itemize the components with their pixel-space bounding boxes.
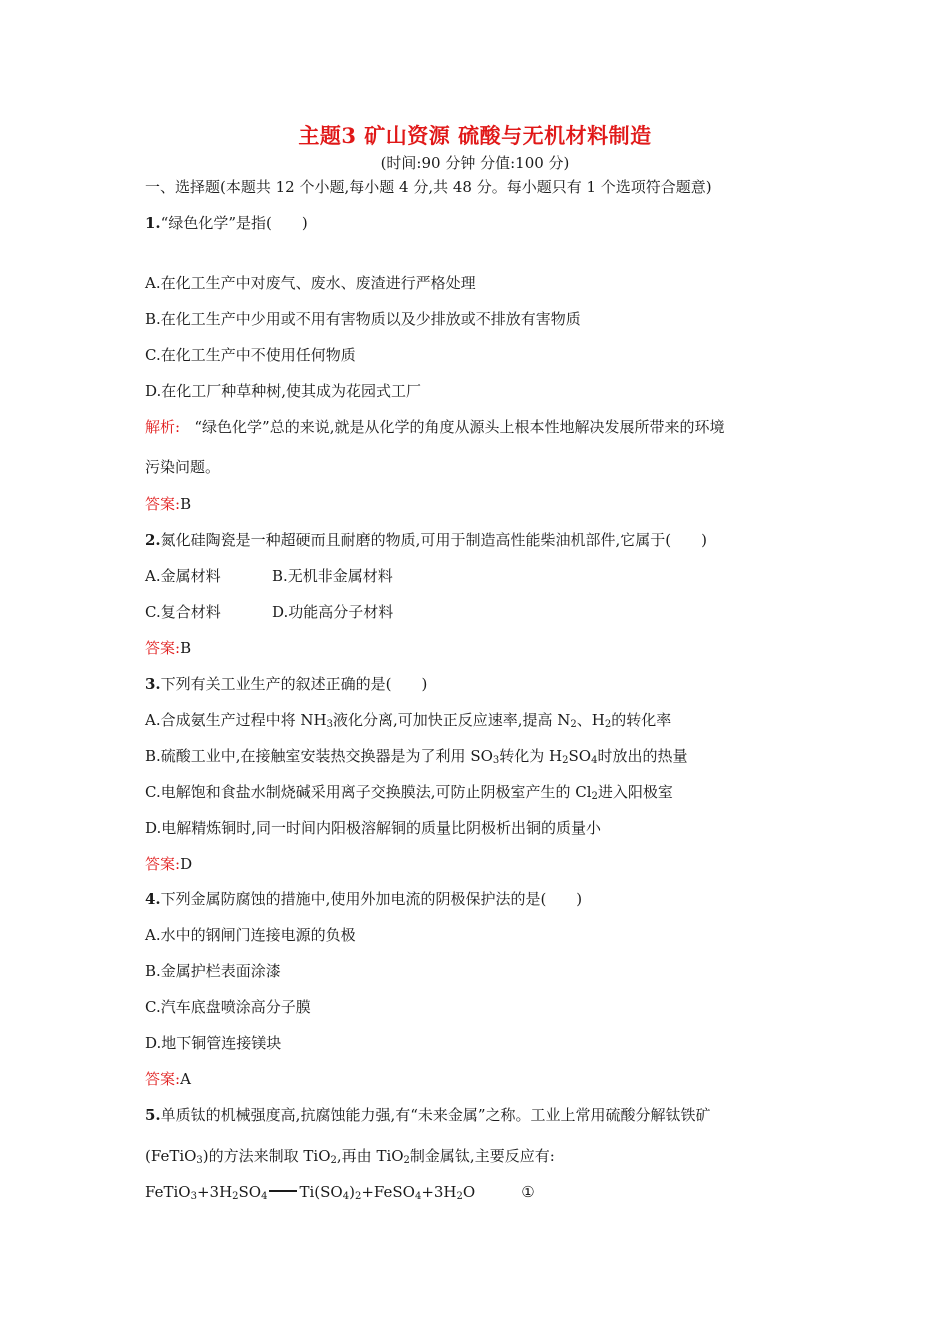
text-segment: 时放出的热量 xyxy=(597,747,688,765)
answer-value: D xyxy=(180,855,193,873)
answer-label: 答案: xyxy=(145,495,181,513)
answer-value: A xyxy=(180,1070,191,1088)
equals-sign xyxy=(269,1190,297,1192)
subscript: 2 xyxy=(562,755,569,766)
question-5-stem-cont xyxy=(145,1145,555,1167)
text-segment: ) xyxy=(349,1183,355,1201)
subscript: 3 xyxy=(190,1191,197,1202)
subscript: 2 xyxy=(570,719,577,730)
question-number: 4. xyxy=(145,890,161,908)
question-2-answer xyxy=(145,637,191,659)
text-segment: SO xyxy=(568,747,592,765)
text-segment: SO xyxy=(238,1183,262,1201)
subscript: 4 xyxy=(342,1191,350,1202)
reaction-equation-1 xyxy=(145,1181,535,1203)
question-1-option-b: B.在化工生产中少用或不用有害物质以及少排放或不排放有害物质 xyxy=(145,310,581,328)
subscript: 2 xyxy=(232,1191,239,1202)
answer-label: 答案: xyxy=(145,855,181,873)
question-4-option-a: A.水中的钢闸门连接电源的负极 xyxy=(145,926,356,944)
section-heading: 一、选择题(本题共 12 个小题,每小题 4 分,共 48 分。每小题只有 1 个选项符合题意) xyxy=(145,178,712,196)
question-3-option-d: D.电解精炼铜时,同一时间内阳极溶解铜的质量比阴极析出铜的质量小 xyxy=(145,819,602,837)
question-1-answer xyxy=(145,493,191,515)
question-text: 单质钛的机械强度高,抗腐蚀能力强,有“未来金属”之称。工业上常用硫酸分解钛铁矿 xyxy=(160,1106,711,1124)
question-3-option-a xyxy=(145,709,671,731)
question-number: 5. xyxy=(145,1106,161,1124)
question-2-stem xyxy=(145,529,707,551)
subscript: 2 xyxy=(354,1191,362,1202)
text-segment: 转化为 H xyxy=(499,747,563,765)
analysis-label: 解析: xyxy=(145,418,181,436)
text-segment: +FeSO xyxy=(361,1183,415,1201)
subscript: 2 xyxy=(604,719,612,730)
question-5-stem xyxy=(145,1104,711,1126)
subscript: 3 xyxy=(196,1155,203,1166)
subscript: 2 xyxy=(330,1155,337,1166)
text-segment: FeTiO xyxy=(145,1183,191,1201)
question-4-option-d: D.地下铜管连接镁块 xyxy=(145,1034,282,1052)
question-2-option-a: A.金属材料 xyxy=(145,567,221,585)
text-segment: 液化分离,可加快正反应速率,提高 N xyxy=(332,711,571,729)
question-1-option-c: C.在化工生产中不使用任何物质 xyxy=(145,346,356,364)
question-text: 氮化硅陶瓷是一种超硬而且耐磨的物质,可用于制造高性能柴油机部件,它属于( ) xyxy=(160,531,707,549)
subscript: 2 xyxy=(456,1191,463,1202)
text-segment: C.电解饱和食盐水制烧碱采用离子交换膜法,可防止阴极室产生的 Cl xyxy=(145,783,592,801)
text-segment: B.硫酸工业中,在接触室安装热交换器是为了利用 SO xyxy=(145,747,493,765)
question-4-option-c: C.汽车底盘喷涂高分子膜 xyxy=(145,998,311,1016)
subscript: 2 xyxy=(591,791,598,802)
question-2-option-d: D.功能高分子材料 xyxy=(272,603,394,621)
question-number: 1. xyxy=(145,214,161,232)
text-segment: 制金属钛,主要反应有: xyxy=(409,1147,555,1165)
text-segment: +3H xyxy=(421,1183,457,1201)
text-segment: 进入阳极室 xyxy=(597,783,673,801)
question-4-answer xyxy=(145,1068,191,1090)
text-segment: ,再由 TiO xyxy=(336,1147,404,1165)
question-2-option-c: C.复合材料 xyxy=(145,603,221,621)
text-segment: +3H xyxy=(196,1183,233,1201)
question-1-option-a: A.在化工生产中对废气、废水、废渣进行严格处理 xyxy=(145,274,476,292)
text-segment: Ti(SO xyxy=(299,1183,343,1201)
question-1-analysis-cont: 污染问题。 xyxy=(145,458,221,476)
equation-marker: ① xyxy=(521,1183,535,1201)
answer-label: 答案: xyxy=(145,1070,181,1088)
analysis-text: “绿色化学”总的来说,就是从化学的角度从源头上根本性地解决发展所带来的环境 xyxy=(194,418,725,436)
subscript: 3 xyxy=(492,755,500,766)
text-segment: A.合成氨生产过程中将 NH xyxy=(145,711,327,729)
question-1-stem xyxy=(145,212,308,234)
question-1-analysis xyxy=(145,416,724,438)
question-4-stem xyxy=(145,888,582,910)
answer-value: B xyxy=(180,495,192,513)
text-segment: O xyxy=(462,1183,476,1201)
question-2-options-ab xyxy=(145,565,545,587)
question-4-option-b: B.金属护栏表面涂漆 xyxy=(145,962,281,980)
text-segment: )的方法来制取 TiO xyxy=(202,1147,331,1165)
question-1-option-d: D.在化工厂种草种树,使其成为花园式工厂 xyxy=(145,382,422,400)
page-subtitle: (时间:90 分钟 分值:100 分) xyxy=(380,154,570,172)
subscript: 2 xyxy=(403,1155,410,1166)
answer-value: B xyxy=(180,639,192,657)
text-segment: (FeTiO xyxy=(145,1147,197,1165)
question-text: “绿色化学”是指( ) xyxy=(160,214,308,232)
question-3-option-c xyxy=(145,781,673,803)
subscript: 4 xyxy=(261,1191,268,1202)
subscript: 4 xyxy=(414,1191,422,1202)
question-2-option-b: B.无机非金属材料 xyxy=(272,567,393,585)
question-number: 3. xyxy=(145,675,161,693)
question-3-option-b xyxy=(145,745,687,767)
subscript: 3 xyxy=(326,719,333,730)
question-3-answer xyxy=(145,853,192,875)
subscript: 4 xyxy=(591,755,598,766)
answer-label: 答案: xyxy=(145,639,181,657)
question-number: 2. xyxy=(145,531,161,549)
question-text: 下列金属防腐蚀的措施中,使用外加电流的阴极保护法的是( ) xyxy=(160,890,583,908)
text-segment: 、H xyxy=(576,711,605,729)
text-segment: 的转化率 xyxy=(611,711,672,729)
question-3-stem xyxy=(145,673,427,695)
page-title: 主题3 矿山资源 硫酸与无机材料制造 xyxy=(298,123,652,148)
question-text: 下列有关工业生产的叙述正确的是( ) xyxy=(160,675,428,693)
question-2-options-cd xyxy=(145,601,545,623)
